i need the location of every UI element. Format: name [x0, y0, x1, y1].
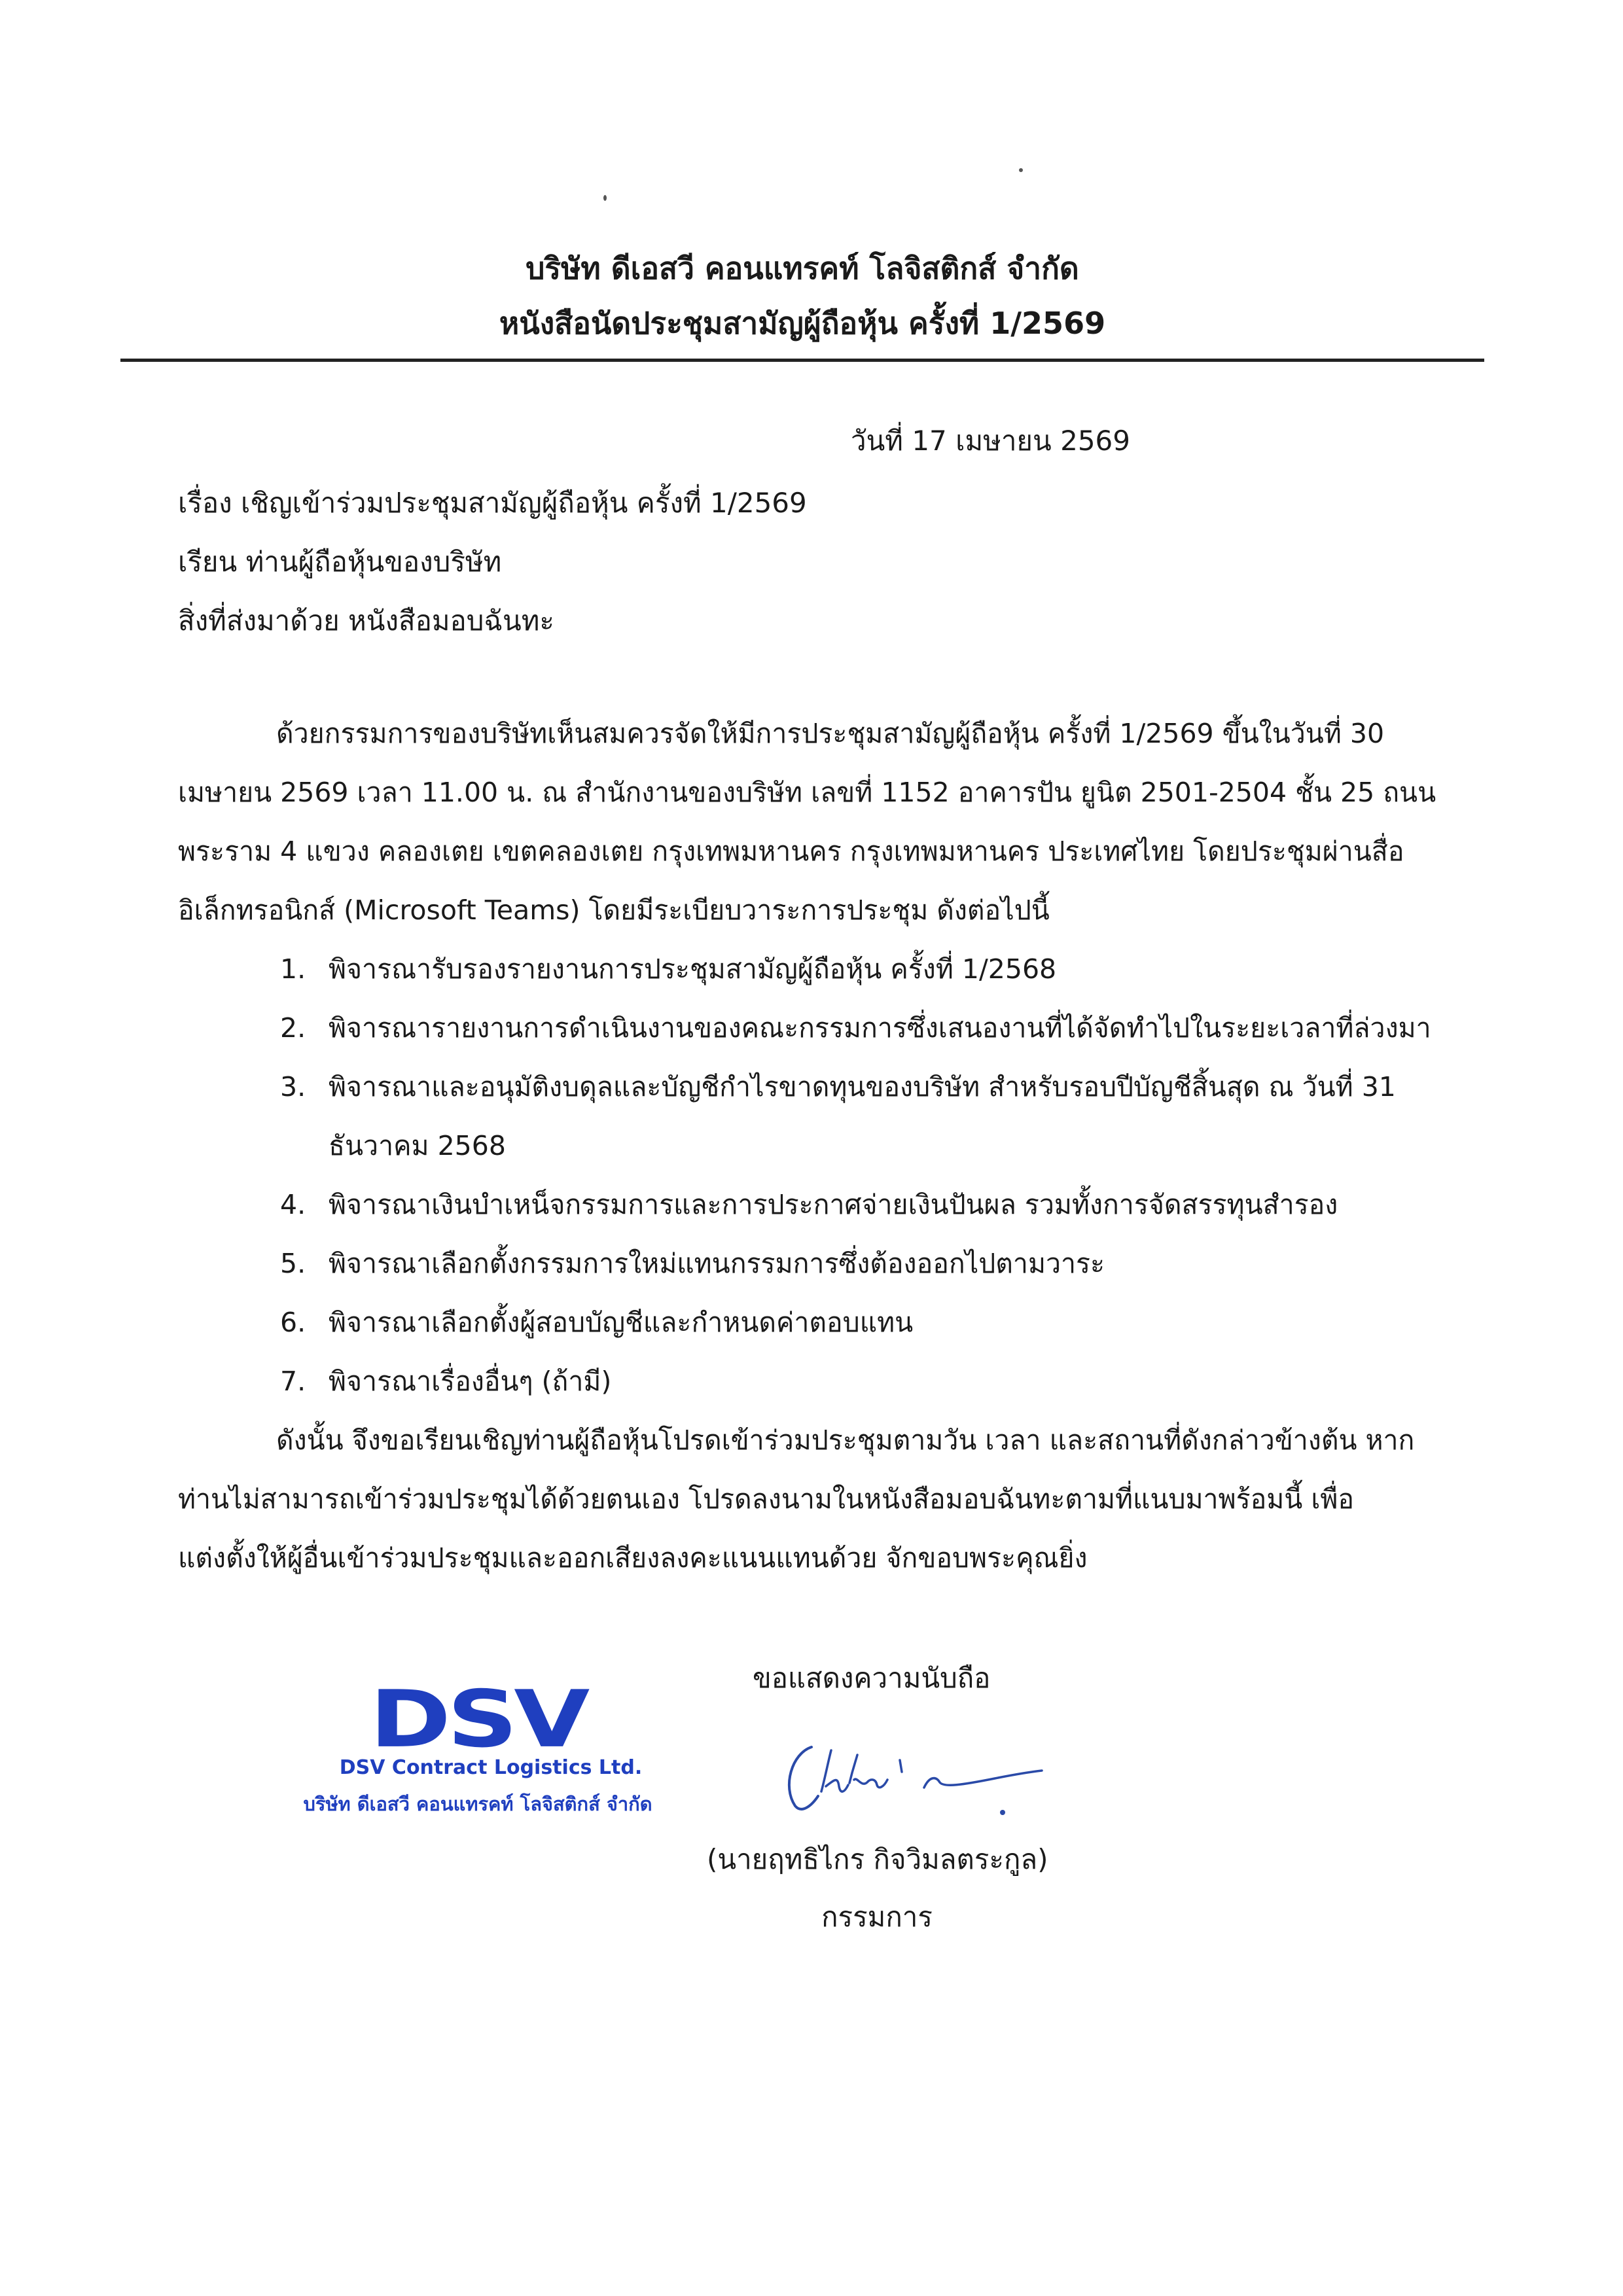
intro-line: ด้วยกรรมการของบริษัทเห็นสมควรจัดให้มีการประชุมสามัญผู้ถือหุ้น ครั้งที่ 1/2569 ขึ้นในวันที่ 30 — [276, 718, 1385, 749]
agenda-item — [178, 998, 1435, 1057]
letter-meta — [178, 474, 807, 650]
scan-speck — [603, 195, 607, 201]
closing-line: ท่านไม่สามารถเข้าร่วมประชุมได้ด้วยตนเอง โปรดลงนามในหนังสือมอบฉันทะตามที่แนบมาพร้อมนี้ เพื่อ — [178, 1483, 1354, 1515]
letterhead — [120, 241, 1484, 351]
agenda-text: พิจารณาเรื่องอื่นๆ (ถ้ามี) — [329, 1366, 612, 1397]
handwritten-signature — [772, 1714, 1073, 1832]
stamp-company-en: DSV Contract Logistics Ltd. — [339, 1756, 643, 1779]
agenda-text: พิจารณาเลือกตั้งผู้สอบบัญชีและกำหนดค่าตอบแทน — [329, 1307, 914, 1338]
logo-lettering: DSV — [369, 1675, 586, 1754]
agenda-item — [178, 940, 1435, 998]
agenda-text-continued: ธันวาคม 2568 — [329, 1130, 506, 1161]
enclosure-line: สิ่งที่ส่งมาด้วย หนังสือมอบฉันทะ — [178, 605, 554, 637]
agenda-text: พิจารณาเลือกตั้งกรรมการใหม่แทนกรรมการซึ่งต้องออกไปตามวาระ — [329, 1248, 1105, 1279]
agenda-item — [178, 1293, 1435, 1352]
agenda-item — [178, 1175, 1435, 1234]
agenda-text: พิจารณาเงินบำเหน็จกรรมการและการประกาศจ่ายเงินปันผล รวมทั้งการจัดสรรทุนสำรอง — [329, 1189, 1338, 1220]
regards-line: ขอแสดงความนับถือ — [753, 1662, 991, 1694]
intro-line: พระราม 4 แขวง คลองเตย เขตคลองเตย กรุงเทพมหานคร กรุงเทพมหานคร ประเทศไทย โดยประชุมผ่านสื่อ — [178, 836, 1404, 867]
agenda-item — [178, 1234, 1435, 1293]
agenda-text: พิจารณาและอนุมัติงบดุลและบัญชีกำไรขาดทุนของบริษัท สำหรับรอบปีบัญชีสิ้นสุด ณ วันที่ 31 — [329, 1071, 1396, 1103]
agenda-number: 7. — [280, 1366, 306, 1397]
scan-speck — [1019, 168, 1023, 172]
company-stamp — [281, 1675, 674, 1832]
header-divider — [120, 359, 1484, 362]
closing-line: ดังนั้น จึงขอเรียนเชิญท่านผู้ถือหุ้นโปรดเข้าร่วมประชุมตามวัน เวลา และสถานที่ดังกล่าวข้างต้น หาก — [276, 1424, 1415, 1456]
agenda-number: 1. — [280, 953, 306, 985]
closing-line: แต่งตั้งให้ผู้อื่นเข้าร่วมประชุมและออกเสียงลงคะแนนแทนด้วย จักขอบพระคุณยิ่ง — [178, 1542, 1088, 1574]
agenda-text: พิจารณารับรองรายงานการประชุมสามัญผู้ถือหุ้น ครั้งที่ 1/2568 — [329, 953, 1057, 985]
recipient-line: เรียน ท่านผู้ถือหุ้นของบริษัท — [178, 546, 502, 578]
stamp-company-th: บริษัท ดีเอสวี คอนแทรคท์ โลจิสติกส์ จำกัด — [303, 1793, 652, 1815]
agenda-number: 2. — [280, 1012, 306, 1044]
letter-date: วันที่ 17 เมษายน 2569 — [851, 425, 1130, 457]
agenda-number: 6. — [280, 1307, 306, 1338]
agenda-number: 3. — [280, 1071, 306, 1103]
signer-title: กรรมการ — [821, 1901, 933, 1933]
intro-line: เมษายน 2569 เวลา 11.00 น. ณ สำนักงานของบริษัท เลขที่ 1152 อาคารปัน ยูนิต 2501-2504 ชั้น 25 ถนน — [178, 777, 1436, 808]
dsv-logo-icon — [347, 1675, 609, 1754]
letter-body — [178, 704, 1435, 1587]
signer-name: (นายฤทธิไกร กิจวิมลตระกูล) — [707, 1843, 1048, 1875]
agenda-text: พิจารณารายงานการดำเนินงานของคณะกรรมการซึ่งเสนองานที่ได้จัดทำไปในระยะเวลาที่ล่วงมา — [329, 1012, 1431, 1044]
agenda-item — [178, 1057, 1435, 1175]
agenda-item — [178, 1352, 1435, 1411]
document-title: หนังสือนัดประชุมสามัญผู้ถือหุ้น ครั้งที่ 1/2569 — [499, 306, 1106, 341]
agenda-number: 5. — [280, 1248, 306, 1279]
subject-line: เรื่อง เชิญเข้าร่วมประชุมสามัญผู้ถือหุ้น ครั้งที่ 1/2569 — [178, 487, 807, 519]
company-name: บริษัท ดีเอสวี คอนแทรคท์ โลจิสติกส์ จำกัด — [526, 251, 1079, 286]
agenda-number: 4. — [280, 1189, 306, 1220]
intro-line: อิเล็กทรอนิกส์ (Microsoft Teams) โดยมีระเบียบวาระการประชุม ดังต่อไปนี้ — [178, 894, 1050, 926]
agenda-list — [178, 940, 1435, 1411]
